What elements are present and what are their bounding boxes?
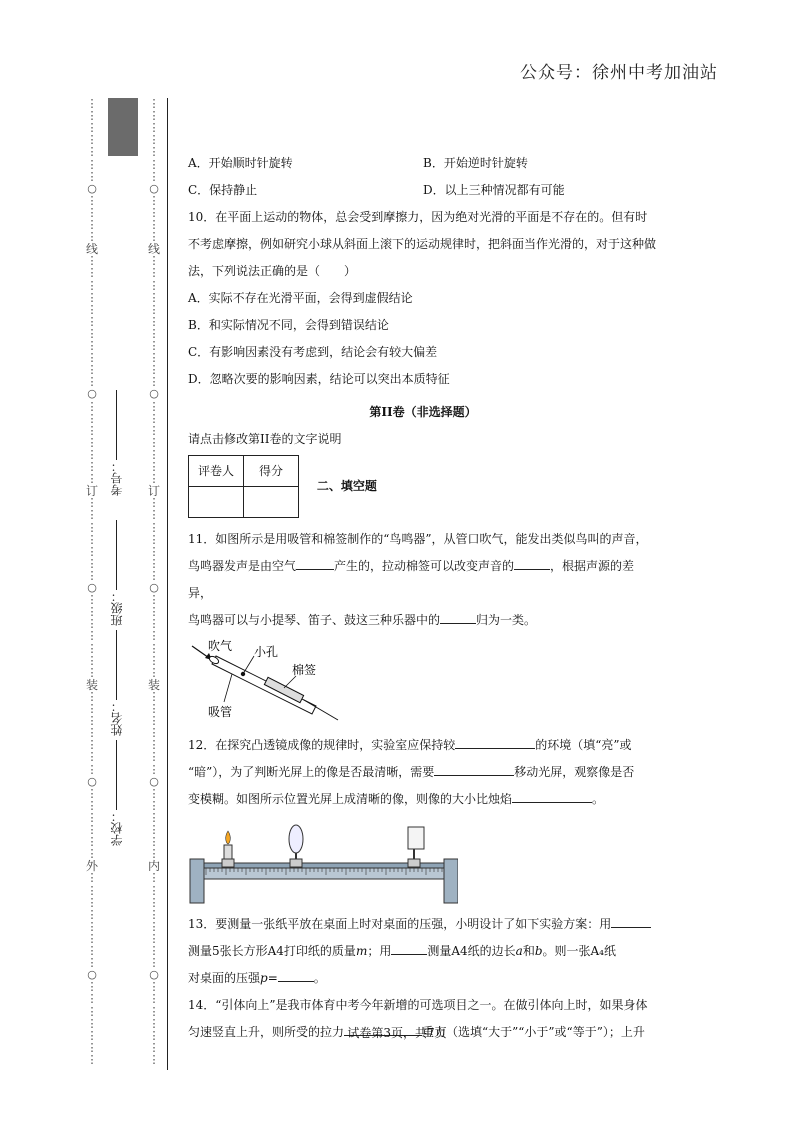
- dot-mark: ⋮: [86, 520, 98, 534]
- dot-mark: ⋮: [148, 835, 160, 849]
- margin-label: 订: [147, 484, 160, 499]
- dot-mark: ⋮: [86, 1040, 98, 1054]
- dot-mark: ⋮: [86, 121, 98, 135]
- dot-mark: ⋮: [148, 254, 160, 268]
- circle-mark: ○: [149, 581, 159, 594]
- dot-mark: ⋮: [86, 702, 98, 715]
- dot-mark: ⋮: [148, 641, 160, 655]
- dot-mark: ⋮: [86, 750, 98, 764]
- dot-mark: ⋮: [86, 290, 98, 304]
- dot-mark: ⋮: [86, 714, 98, 728]
- page-footer: 试卷第3页，共7页: [347, 1026, 447, 1040]
- option-b: B．开始逆时针旋转: [423, 156, 528, 170]
- dot-mark: ⋮: [86, 97, 98, 110]
- dot-mark: ⋮: [86, 435, 98, 449]
- dot-mark: ⋮: [148, 520, 160, 534]
- q9-options-row1: [188, 150, 658, 177]
- dot-mark: ⋮: [148, 786, 160, 800]
- dot-mark: ⋮: [148, 435, 160, 449]
- dot-mark: ⋮: [148, 931, 160, 945]
- lens-icon: [289, 825, 303, 853]
- dot-mark: ⋮: [86, 193, 98, 207]
- dot-mark: ⋮: [86, 726, 98, 740]
- dot-mark: ⋮: [148, 629, 160, 643]
- dot-mark: ⋮: [148, 1004, 160, 1018]
- dot-mark: ⋮: [148, 568, 160, 582]
- circle-mark: ○: [149, 387, 159, 401]
- dot-mark: ⋮: [86, 931, 98, 945]
- dot-mark: ⋮: [86, 568, 98, 582]
- margin-label: 外: [85, 859, 98, 874]
- label-swab: 棉签: [292, 663, 317, 677]
- dot-mark: ⋮: [86, 907, 98, 921]
- margin-label: 装: [147, 677, 160, 692]
- dot-mark: ⋮: [86, 689, 98, 703]
- dot-mark: ⋮: [148, 762, 160, 776]
- option-d: D．以上三种情况都有可能: [423, 183, 565, 197]
- dot-mark: ⋮: [148, 145, 160, 159]
- dot-mark: ⋮: [148, 1016, 160, 1030]
- dot-mark: ⋮: [86, 496, 98, 510]
- dot-mark: ⋮: [148, 944, 160, 957]
- dot-mark: ⋮: [86, 847, 98, 861]
- dot-mark: ⋮: [148, 653, 160, 667]
- dot-mark: ⋮: [148, 302, 160, 316]
- dot-mark: ⋮: [148, 1052, 160, 1066]
- dot-mark: ⋮: [86, 326, 98, 340]
- circle-mark: ○: [87, 774, 97, 788]
- dot-mark: ⋮: [86, 157, 98, 171]
- label-straw: 吸管: [208, 705, 233, 719]
- dot-mark: ⋮: [148, 823, 160, 836]
- dot-mark: ⋮: [86, 399, 98, 413]
- dot-mark: ⋮: [86, 617, 98, 631]
- flame-icon: [226, 831, 231, 844]
- margin-label: 订: [85, 484, 98, 499]
- q10-option-d: D．忽略次要的影响因素，结论可以突出本质特征: [188, 372, 450, 386]
- dot-mark: ⋮: [86, 810, 98, 824]
- label-blow: 吹气: [208, 639, 233, 653]
- dot-mark: ⋮: [86, 544, 98, 558]
- dot-mark: ⋮: [86, 883, 98, 897]
- dot-mark: ⋮: [148, 593, 160, 607]
- grader-header: 评卷人: [189, 456, 244, 487]
- dot-mark: ⋮: [148, 169, 160, 183]
- screen-icon: [408, 827, 424, 849]
- margin-label: 内: [147, 859, 160, 874]
- dot-mark: ⋮: [148, 363, 160, 377]
- q10-option-c: C．有影响因素没有考虑到，结论会有较大偏差: [188, 345, 438, 359]
- margin-label: 装: [85, 677, 98, 692]
- dot-mark: ⋮: [86, 411, 98, 425]
- dot-mark: ⋮: [86, 919, 98, 933]
- circle-mark: ○: [149, 968, 159, 982]
- dot-mark: ⋮: [148, 411, 160, 425]
- dot-mark: ⋮: [148, 218, 160, 231]
- dot-mark: ⋮: [148, 617, 160, 631]
- dot-mark: ⋮: [86, 447, 98, 461]
- dot-mark: ⋮: [86, 823, 98, 836]
- dot-mark: ⋮: [86, 980, 98, 994]
- q11-line3: 鸟鸣器可以与小提琴、笛子、鼓这三种乐器中的 归为一类。: [188, 607, 658, 634]
- dot-mark: ⋮: [148, 460, 160, 473]
- circle-mark: ○: [87, 181, 97, 195]
- dot-mark: ⋮: [148, 883, 160, 897]
- dot-mark: ⋮: [148, 97, 160, 110]
- dot-mark: ⋮: [148, 496, 160, 510]
- dot-mark: ⋮: [148, 423, 160, 437]
- q11-line1: 11．如图所示是用吸管和棉签制作的“鸟鸣器”，从管口吹气，能发出类似鸟叫的声音，: [188, 532, 648, 546]
- dot-mark: ⋮: [86, 205, 98, 219]
- dot-mark: ⋮: [148, 907, 160, 921]
- score-header: 得分: [244, 456, 299, 487]
- gray-bar: [108, 98, 138, 156]
- dot-mark: ⋮: [86, 1004, 98, 1018]
- dot-mark: ⋮: [148, 556, 160, 570]
- label-hole: 小孔: [254, 645, 279, 659]
- q10-option-a: A．实际不存在光滑平面，会得到虚假结论: [188, 291, 413, 305]
- dot-mark: ⋮: [148, 798, 160, 812]
- bird-whistle-figure: [188, 636, 348, 728]
- dot-mark: ⋮: [148, 714, 160, 728]
- dot-mark: ⋮: [148, 919, 160, 933]
- field-school: 学校：: [108, 740, 128, 846]
- dot-mark: ⋮: [148, 508, 160, 522]
- dot-mark: ⋮: [86, 605, 98, 619]
- q12-line3: 变模糊。如图所示位置光屏上成清晰的像，则像的大小比烛焰 。: [188, 786, 658, 813]
- dot-mark: ⋮: [86, 641, 98, 655]
- dot-mark: ⋮: [148, 665, 160, 679]
- dot-mark: ⋮: [86, 786, 98, 800]
- dot-mark: ⋮: [86, 1028, 98, 1042]
- dot-mark: ⋮: [148, 544, 160, 558]
- dot-mark: ⋮: [148, 339, 160, 352]
- circle-mark: ○: [87, 968, 97, 982]
- q12-line2: “暗”），为了判断光屏上的像是否最清晰，需要 移动光屏，观察像是否: [188, 759, 658, 786]
- dot-mark: ⋮: [86, 944, 98, 957]
- dot-mark: ⋮: [86, 278, 98, 292]
- exam-content: [188, 150, 658, 1046]
- dot-mark: ⋮: [148, 980, 160, 994]
- q11-line2: 鸟鸣器发声是由空气 产生的，拉动棉签可以改变声音的 ，根据声源的差异，: [188, 553, 658, 607]
- dot-mark: ⋮: [148, 157, 160, 171]
- margin-label: 线: [85, 242, 98, 257]
- dot-mark: ⋮: [86, 109, 98, 123]
- dot-mark: ⋮: [86, 992, 98, 1006]
- dot-mark: ⋮: [86, 798, 98, 812]
- dot-mark: ⋮: [148, 375, 160, 389]
- q10-stem: 10．在平面上运动的物体，总会受到摩擦力，因为绝对光滑的平面是不存在的。但有时不考虑摩擦，例如研究小球从斜面上滚下的运动规律时，把斜面当作光滑的，对于这种做法，下列说法正确的是（ ）: [188, 210, 657, 278]
- score-block: [188, 455, 658, 518]
- field-class: 班级：: [108, 520, 128, 626]
- circle-mark: ○: [149, 181, 159, 195]
- dot-mark: ⋮: [148, 532, 160, 546]
- dot-mark: ⋮: [148, 351, 160, 365]
- field-name: 姓名：: [108, 630, 128, 736]
- q9-options-row2: [188, 177, 658, 204]
- q10-option-b: B．和实际情况不同，会得到错误结论: [188, 318, 389, 332]
- option-c: C．保持静止: [188, 183, 258, 197]
- dot-mark: ⋮: [86, 314, 98, 328]
- dot-mark: ⋮: [86, 218, 98, 231]
- dot-mark: ⋮: [148, 1040, 160, 1054]
- outer-dot-column: [84, 98, 100, 1070]
- field-exam-number: 考号：: [108, 390, 128, 496]
- dot-mark: ⋮: [86, 762, 98, 776]
- dot-mark: ⋮: [148, 278, 160, 292]
- inner-dot-column: [146, 98, 162, 1070]
- q13-line1: 13．要测量一张纸平放在桌面上时对桌面的压强，小明设计了如下实验方案：用: [188, 911, 658, 938]
- circle-mark: ○: [149, 774, 159, 788]
- section-note: 请点击修改第II卷的文字说明: [188, 432, 342, 446]
- dot-mark: ⋮: [86, 266, 98, 280]
- q14-line2: 匀速竖直上升，则所受的拉力 重力（选填“大于”“小于”或“等于”）；上升: [188, 1019, 658, 1046]
- dot-mark: ⋮: [86, 653, 98, 667]
- dot-mark: ⋮: [86, 363, 98, 377]
- dot-mark: ⋮: [86, 556, 98, 570]
- dot-mark: ⋮: [148, 399, 160, 413]
- dot-mark: ⋮: [148, 121, 160, 135]
- dot-mark: ⋮: [86, 145, 98, 159]
- dot-mark: ⋮: [86, 339, 98, 352]
- dot-mark: ⋮: [148, 447, 160, 461]
- dot-mark: ⋮: [148, 326, 160, 340]
- dot-mark: ⋮: [86, 351, 98, 365]
- optical-bench-figure: [188, 819, 458, 909]
- dot-mark: ⋮: [86, 169, 98, 183]
- dot-mark: ⋮: [86, 133, 98, 147]
- dot-mark: ⋮: [148, 109, 160, 123]
- dot-mark: ⋮: [86, 472, 98, 486]
- dot-mark: ⋮: [86, 375, 98, 389]
- dot-mark: ⋮: [148, 1028, 160, 1042]
- fill-blank-heading: 二、填空题: [316, 479, 377, 493]
- dot-mark: ⋮: [86, 665, 98, 679]
- dot-mark: ⋮: [148, 230, 160, 244]
- dot-mark: ⋮: [86, 593, 98, 607]
- dot-mark: ⋮: [148, 726, 160, 740]
- dot-mark: ⋮: [148, 266, 160, 280]
- dot-mark: ⋮: [86, 423, 98, 437]
- dot-mark: ⋮: [86, 835, 98, 849]
- q12-line1: 12．在探究凸透镜成像的规律时，实验室应保持较 的环境（填“亮”或: [188, 732, 658, 759]
- dot-mark: ⋮: [86, 508, 98, 522]
- dot-mark: ⋮: [148, 205, 160, 219]
- margin-divider: [167, 98, 168, 1070]
- dot-mark: ⋮: [148, 956, 160, 970]
- q13-line2: 测量5张长方形A4打印纸的质量m；用 测量A4纸的边长a和b。则一张A₄纸: [188, 938, 658, 965]
- dot-mark: ⋮: [148, 133, 160, 147]
- dot-mark: ⋮: [148, 992, 160, 1006]
- dot-mark: ⋮: [148, 314, 160, 328]
- dot-mark: ⋮: [148, 702, 160, 715]
- dot-mark: ⋮: [86, 1052, 98, 1066]
- q13-line3: 对桌面的压强p= 。: [188, 965, 658, 992]
- dot-mark: ⋮: [148, 472, 160, 486]
- dot-mark: ⋮: [148, 871, 160, 885]
- grader-cell: [189, 487, 244, 518]
- section-title: 第II卷（非选择题）: [369, 405, 477, 419]
- dot-mark: ⋮: [148, 750, 160, 764]
- dot-mark: ⋮: [148, 689, 160, 703]
- dot-mark: ⋮: [86, 738, 98, 752]
- dot-mark: ⋮: [86, 1016, 98, 1030]
- score-table: [188, 455, 299, 518]
- q14-line1: 14．“引体向上”是我市体育中考今年新增的可选项目之一。在做引体向上时，如果身体: [188, 998, 648, 1012]
- score-cell: [244, 487, 299, 518]
- dot-mark: ⋮: [86, 302, 98, 316]
- circle-mark: ○: [87, 387, 97, 401]
- dot-mark: ⋮: [86, 254, 98, 268]
- dot-mark: ⋮: [86, 895, 98, 909]
- dot-mark: ⋮: [148, 810, 160, 824]
- dot-mark: ⋮: [86, 629, 98, 643]
- option-a: A．开始顺时针旋转: [188, 156, 293, 170]
- watermark: 公众号：徐州中考加油站: [520, 63, 718, 83]
- margin-label: 线: [147, 242, 160, 257]
- dot-mark: ⋮: [148, 738, 160, 752]
- dot-mark: ⋮: [148, 605, 160, 619]
- dot-mark: ⋮: [148, 895, 160, 909]
- circle-mark: ○: [87, 581, 97, 594]
- dot-mark: ⋮: [86, 956, 98, 970]
- dot-mark: ⋮: [86, 532, 98, 546]
- dot-mark: ⋮: [148, 847, 160, 861]
- dot-mark: ⋮: [148, 193, 160, 207]
- dot-mark: ⋮: [148, 290, 160, 304]
- dot-mark: ⋮: [86, 230, 98, 244]
- dot-mark: ⋮: [86, 871, 98, 885]
- dot-mark: ⋮: [86, 460, 98, 473]
